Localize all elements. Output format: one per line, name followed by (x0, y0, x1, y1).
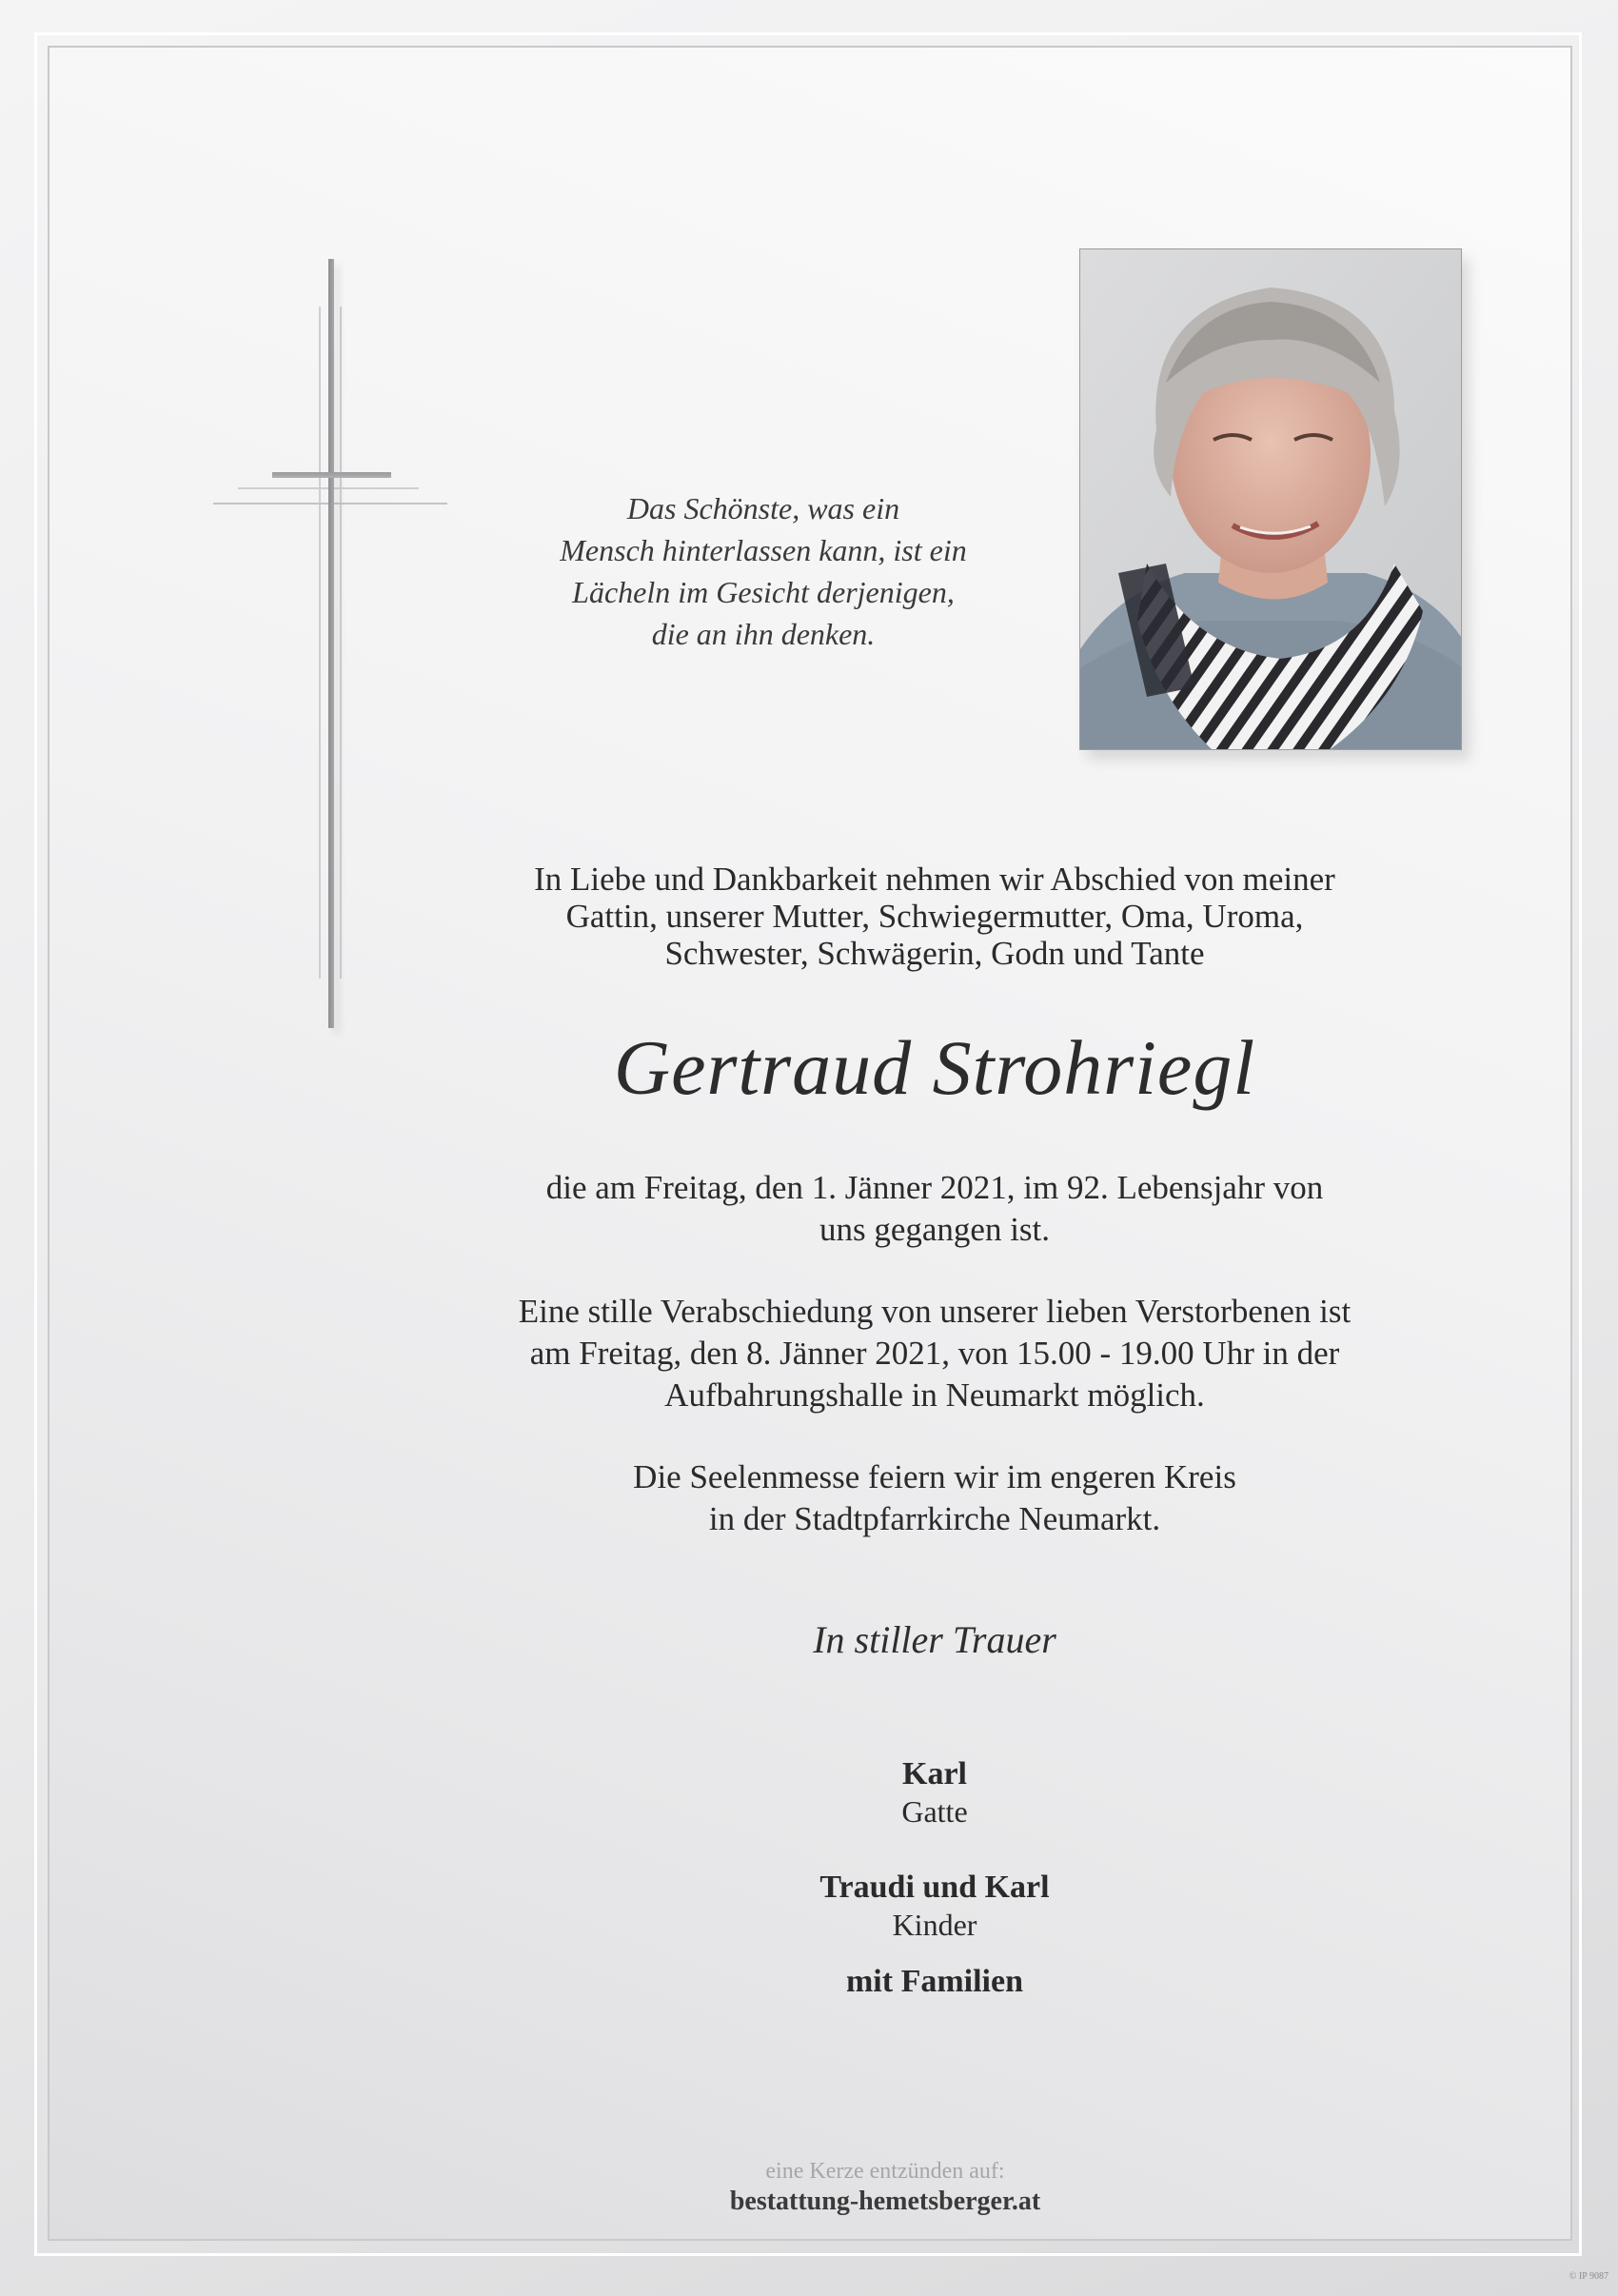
intro-line: Gattin, unserer Mutter, Schwiegermutter, Oma, Uroma, (565, 898, 1304, 935)
farewell-line: Aufbahrungshalle in Neumarkt möglich. (664, 1376, 1205, 1414)
mourner-name: Traudi und Karl (819, 1870, 1050, 1905)
intro-line: Schwester, Schwägerin, Godn und Tante (664, 935, 1205, 972)
mass-line: in der Stadtpfarrkirche Neumarkt. (708, 1500, 1161, 1537)
quote-line: Lächeln im Gesicht derjenigen, (572, 575, 955, 609)
mass-line: Die Seelenmesse feiern wir im engeren Kreis (633, 1458, 1236, 1495)
copyright-note: © IP 9087 (1569, 2271, 1608, 2282)
mourner-name: Karl (902, 1756, 967, 1791)
passing-line: die am Freitag, den 1. Jänner 2021, im 92. Lebensjahr von (545, 1169, 1324, 1206)
farewell-paragraph (411, 1291, 1458, 1416)
farewell-line: Eine stille Verabschiedung von unserer lieben Verstorbenen ist (518, 1293, 1352, 1330)
mourner-entry (602, 1869, 1268, 1943)
candle-hint: eine Kerze entzünden auf: (765, 2159, 1005, 2184)
mass-paragraph (411, 1456, 1458, 1540)
intro-line: In Liebe und Dankbarkeit nehmen wir Abschied von meiner (534, 861, 1335, 898)
website-link[interactable]: bestattung-hemetsberger.at (729, 2187, 1041, 2216)
passing-line: uns gegangen ist. (819, 1211, 1051, 1248)
farewell-intro (411, 861, 1458, 972)
farewell-line: am Freitag, den 8. Jänner 2021, von 15.00 - 19.00 Uhr in der (529, 1335, 1340, 1372)
mourner-relation: Kinder (892, 1908, 977, 1942)
mourning-phrase: In stiller Trauer (813, 1618, 1056, 1661)
mourner-name: mit Familien (845, 1964, 1024, 1999)
quote-line: Das Schönste, was ein (626, 491, 900, 525)
portrait-photo (1079, 248, 1462, 750)
mourner-entry (602, 1963, 1268, 2001)
memorial-quote (497, 487, 1030, 655)
quote-line: die an ihn denken. (651, 617, 876, 651)
deceased-name: Gertraud Strohriegl (613, 1024, 1256, 1111)
mourner-relation: Gatte (901, 1794, 968, 1829)
passing-paragraph (411, 1167, 1458, 1251)
obituary-card (48, 46, 1572, 2241)
quote-line: Mensch hinterlassen kann, ist ein (560, 533, 967, 567)
mourner-entry (602, 1755, 1268, 1830)
